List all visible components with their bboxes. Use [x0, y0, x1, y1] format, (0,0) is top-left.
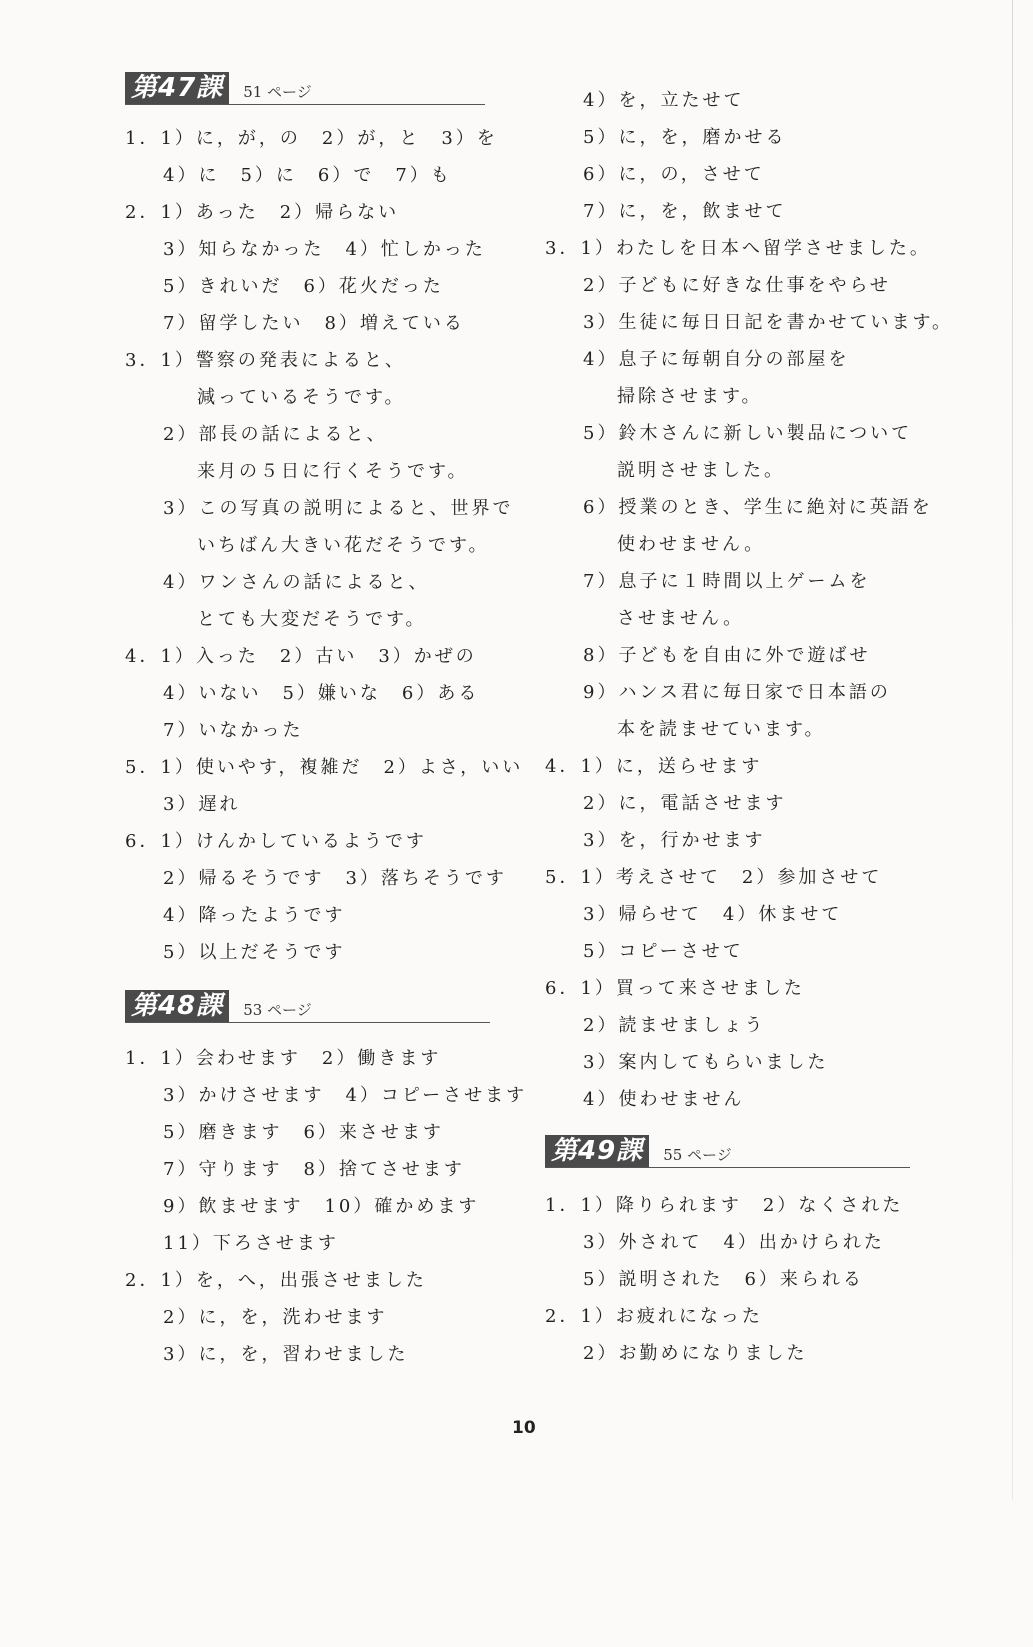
lesson-48-page-ref: 53 ページ	[243, 1001, 312, 1019]
lesson-48-header	[125, 990, 490, 1023]
answer-line: 3）知らなかった 4）忙しかった	[163, 239, 486, 260]
answer-line: 使わせません。	[617, 534, 766, 555]
answer-line: 掃除させます。	[617, 386, 763, 407]
answer-line: 1．1）会わせます 2）働きます	[125, 1048, 442, 1069]
answer-line: 4．1）入った 2）古い 3）かぜの	[125, 646, 477, 667]
lesson-49-badge: 第49課	[545, 1135, 649, 1167]
answer-line: 3）生徒に毎日日記を書かせています。	[583, 312, 954, 333]
answer-line: 2）部長の話によると、	[163, 424, 388, 445]
answer-line: 1．1）降りられます 2）なくされた	[545, 1195, 904, 1216]
answer-line: 2）お勤めになりました	[583, 1343, 808, 1364]
answer-line: 4）降ったようです	[163, 905, 346, 926]
answer-line: 2．1）お疲れになった	[545, 1306, 763, 1327]
answer-line: 7）息子に１時間以上ゲームを	[583, 571, 871, 592]
answer-line: 3）かけさせます 4）コピーさせます	[163, 1085, 528, 1106]
answer-line: 3）を，行かせます	[583, 830, 766, 851]
answer-line: いちばん大きい花だそうです。	[197, 535, 490, 556]
answer-line: 本を読ませています。	[617, 719, 826, 740]
answer-line: 11）下ろさせます	[163, 1233, 339, 1254]
answer-line: 3）外されて 4）出かけられた	[583, 1232, 885, 1253]
answer-line: 6．1）買って来させました	[545, 978, 805, 999]
answer-line: 2）に，電話させます	[583, 793, 787, 814]
answer-line: 9）飲ませます 10）確かめます	[163, 1196, 480, 1217]
answer-line: 2）読ませましょう	[583, 1015, 766, 1036]
answer-line: 2）に，を，洗わせます	[163, 1307, 388, 1328]
answer-line: 2．1）を，へ，出張させました	[125, 1270, 427, 1291]
answer-line: 5）コピーさせて	[583, 941, 744, 962]
page-number: 10	[512, 1418, 536, 1438]
answer-line: 6．1）けんかしているようです	[125, 831, 427, 852]
answer-line: 2）子どもに好きな仕事をやらせ	[583, 275, 891, 296]
answer-line: 4）いない 5）嫌いな 6）ある	[163, 683, 480, 704]
answer-line: 3）この写真の説明によると、世界で	[163, 498, 514, 519]
answer-line: 7）守ります 8）捨てさせます	[163, 1159, 465, 1180]
answer-line: 1．1）に，が，の 2）が，と 3）を	[125, 128, 498, 149]
answer-line: 説明させました。	[617, 460, 785, 481]
answer-line: 4）使わせません	[583, 1089, 745, 1110]
answer-line: 来月の５日に行くそうです。	[197, 461, 469, 482]
answer-line: 2．1）あった 2）帰らない	[125, 202, 400, 223]
answer-line: 6）に，の，させて	[583, 164, 765, 185]
answer-line: 3）に，を，習わせました	[163, 1344, 409, 1365]
answer-line: 5．1）使いやす，複雑だ 2）よさ，いい	[125, 757, 524, 778]
answer-line: 7）に，を，飲ませて	[583, 201, 787, 222]
answer-line: させません。	[617, 608, 745, 629]
answer-line: 6）授業のとき、学生に絶対に英語を	[583, 497, 933, 518]
answer-line: とても大変だそうです。	[197, 609, 427, 630]
answer-line: 4．1）に，送らせます	[545, 756, 763, 777]
answer-line: 7）いなかった	[163, 720, 304, 741]
answer-line: 5）きれいだ 6）花火だった	[163, 276, 444, 297]
answer-line: 3．1）わたしを日本へ留学させました。	[545, 238, 931, 259]
answer-line: 3）案内してもらいました	[583, 1052, 829, 1073]
scan-edge	[1012, 0, 1013, 1500]
answer-line: 4）息子に毎朝自分の部屋を	[583, 349, 850, 370]
answer-line: 5）説明された 6）来られる	[583, 1269, 864, 1290]
answer-line: 5．1）考えさせて 2）参加させて	[545, 867, 883, 888]
answer-line: 7）留学したい 8）増えている	[163, 313, 465, 334]
answer-line: 5）磨きます 6）来させます	[163, 1122, 444, 1143]
answer-line: 9）ハンス君に毎日家で日本語の	[583, 682, 891, 703]
answer-line: 4）ワンさんの話によると、	[163, 572, 430, 593]
answer-line: 4）を，立たせて	[583, 90, 745, 111]
answer-line: 3．1）警察の発表によると、	[125, 350, 406, 371]
answer-line: 3）遅れ	[163, 794, 241, 815]
lesson-48-badge: 第48課	[125, 990, 229, 1022]
answer-line: 4）に 5）に 6）で 7）も	[163, 165, 452, 186]
answer-line: 減っているそうです。	[197, 387, 406, 408]
answer-line: 3）帰らせて 4）休ませて	[583, 904, 843, 925]
lesson-49-header	[545, 1135, 910, 1168]
answer-line: 5）鈴木さんに新しい製品について	[583, 423, 913, 444]
lesson-49-page-ref: 55 ページ	[663, 1146, 732, 1164]
lesson-47-badge: 第47課	[125, 72, 229, 104]
lesson-47-header	[125, 72, 485, 105]
lesson-47-page-ref: 51 ページ	[243, 83, 312, 101]
answer-line: 8）子どもを自由に外で遊ばせ	[583, 645, 871, 666]
answer-line: 5）に，を，磨かせる	[583, 127, 787, 148]
answer-line: 5）以上だそうです	[163, 942, 346, 963]
answer-line: 2）帰るそうです 3）落ちそうです	[163, 868, 507, 889]
